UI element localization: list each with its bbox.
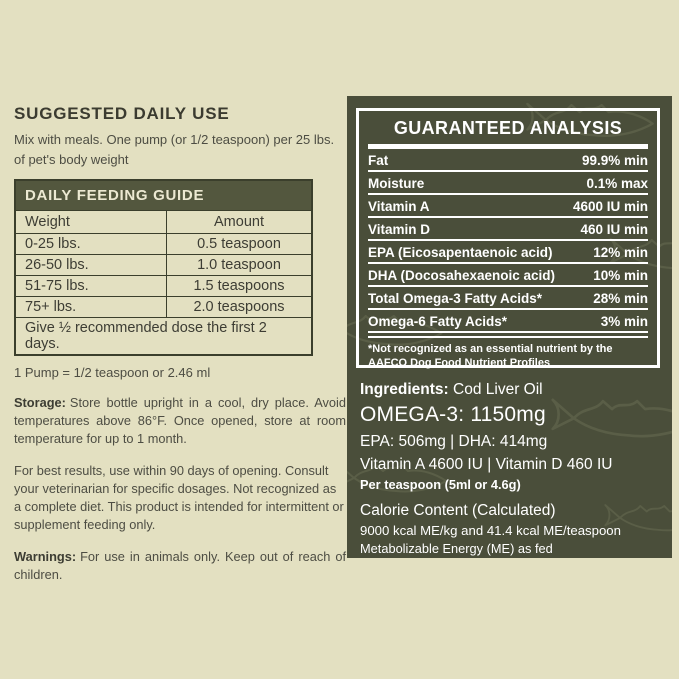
table-row bbox=[15, 234, 312, 255]
analysis-row bbox=[368, 195, 648, 218]
amount-cell: 0.5 teaspoon bbox=[167, 234, 313, 255]
feeding-guide-title: DAILY FEEDING GUIDE bbox=[15, 180, 312, 211]
weight-cell: 0-25 lbs. bbox=[15, 234, 167, 255]
analysis-row bbox=[368, 172, 648, 195]
nutrient-label: Moisture bbox=[368, 176, 425, 191]
column-header-weight: Weight bbox=[15, 211, 167, 234]
nutrient-label: Vitamin D bbox=[368, 222, 431, 237]
pump-conversion-note: 1 Pump = 1/2 teaspoon or 2.46 ml bbox=[14, 365, 211, 380]
analysis-row bbox=[368, 287, 648, 310]
ingredients-section bbox=[360, 382, 660, 556]
epa-dha-amounts: EPA: 506mg | DHA: 414mg bbox=[360, 433, 548, 450]
storage-paragraph bbox=[14, 394, 346, 448]
nutrient-label: Fat bbox=[368, 153, 389, 168]
storage-label: Storage: bbox=[14, 395, 66, 410]
nutrient-label: DHA (Docosahexaenoic acid) bbox=[368, 268, 556, 283]
weight-cell: 26-50 lbs. bbox=[15, 255, 167, 276]
vitamin-amounts: Vitamin A 4600 IU | Vitamin D 460 IU bbox=[360, 456, 613, 473]
analysis-row bbox=[368, 149, 648, 172]
omega3-amount: OMEGA-3: 1150mg bbox=[360, 403, 546, 426]
ingredients-label: Ingredients: bbox=[360, 381, 449, 398]
weight-cell: 51-75 lbs. bbox=[15, 276, 167, 297]
table-row bbox=[15, 255, 312, 276]
nutrient-value: 3% min bbox=[600, 314, 648, 329]
analysis-rows bbox=[368, 149, 648, 333]
usage-instructions-line2: of pet's body weight bbox=[14, 152, 129, 167]
nutrient-value: 28% min bbox=[593, 291, 648, 306]
warnings-paragraph bbox=[14, 548, 346, 584]
double-rule bbox=[368, 336, 648, 338]
nutrient-label: Omega-6 Fatty Acids* bbox=[368, 314, 508, 329]
daily-feeding-guide-table bbox=[14, 179, 313, 356]
nutrient-value: 10% min bbox=[593, 268, 648, 283]
suggested-daily-use-title: SUGGESTED DAILY USE bbox=[14, 104, 230, 123]
weight-cell: 75+ lbs. bbox=[15, 297, 167, 318]
analysis-row bbox=[368, 310, 648, 333]
nutrient-label: Vitamin A bbox=[368, 199, 430, 214]
amount-cell: 1.5 teaspoons bbox=[167, 276, 313, 297]
nutrient-value: 12% min bbox=[593, 245, 648, 260]
nutrient-value: 4600 IU min bbox=[572, 199, 648, 214]
guaranteed-analysis-panel bbox=[347, 96, 672, 558]
analysis-row bbox=[368, 241, 648, 264]
table-row bbox=[15, 180, 312, 211]
nutrient-value: 99.9% min bbox=[581, 153, 648, 168]
ingredients-value: Cod Liver Oil bbox=[453, 381, 543, 398]
per-teaspoon-note: Per teaspoon (5ml or 4.6g) bbox=[360, 477, 521, 492]
nutrient-value: 460 IU min bbox=[580, 222, 648, 237]
warnings-text: For use in animals only. Keep out of reach of children. bbox=[14, 549, 346, 582]
best-results-paragraph: For best results, use within 90 days of opening. Consult your veterinarian for specific dosages. Not recognized as a complete diet. This product is intended for intermittent or supplement feeding only. bbox=[14, 463, 344, 532]
calorie-content-title: Calorie Content (Calculated) bbox=[360, 502, 556, 519]
guaranteed-analysis-box bbox=[356, 108, 660, 368]
amount-cell: 1.0 teaspoon bbox=[167, 255, 313, 276]
nutrient-value: 0.1% max bbox=[586, 176, 648, 191]
nutrient-label: Total Omega-3 Fatty Acids* bbox=[368, 291, 543, 306]
warnings-label: Warnings: bbox=[14, 549, 77, 564]
ingredients-line bbox=[360, 382, 660, 398]
metabolizable-energy-note: Metabolizable Energy (ME) as fed bbox=[360, 541, 553, 556]
amount-cell: 2.0 teaspoons bbox=[167, 297, 313, 318]
nutrient-label: EPA (Eicosapentaenoic acid) bbox=[368, 245, 553, 260]
analysis-row bbox=[368, 264, 648, 287]
table-row bbox=[15, 276, 312, 297]
calorie-content-values: 9000 kcal ME/kg and 41.4 kcal ME/teaspoon bbox=[360, 523, 621, 538]
guaranteed-analysis-title: GUARANTEED ANALYSIS bbox=[393, 118, 623, 138]
table-row bbox=[15, 318, 312, 356]
storage-text: Store bottle upright in a cool, dry place. Avoid temperatures above 86°F. Once opened, store at room temperature for up to 1 month. bbox=[14, 395, 346, 446]
suggested-use-section bbox=[14, 104, 346, 584]
column-header-amount: Amount bbox=[167, 211, 313, 234]
usage-instructions-line1: Mix with meals. One pump (or 1/2 teaspoon) per 25 lbs. bbox=[14, 132, 335, 147]
table-row bbox=[15, 297, 312, 318]
table-row bbox=[15, 211, 312, 234]
feeding-guide-footnote: Give ½ recommended dose the first 2 days. bbox=[15, 318, 312, 356]
aafco-footnote: *Not recognized as an essential nutrient by the AAFCO Dog Food Nutrient Profiles bbox=[368, 343, 613, 369]
analysis-row bbox=[368, 218, 648, 241]
